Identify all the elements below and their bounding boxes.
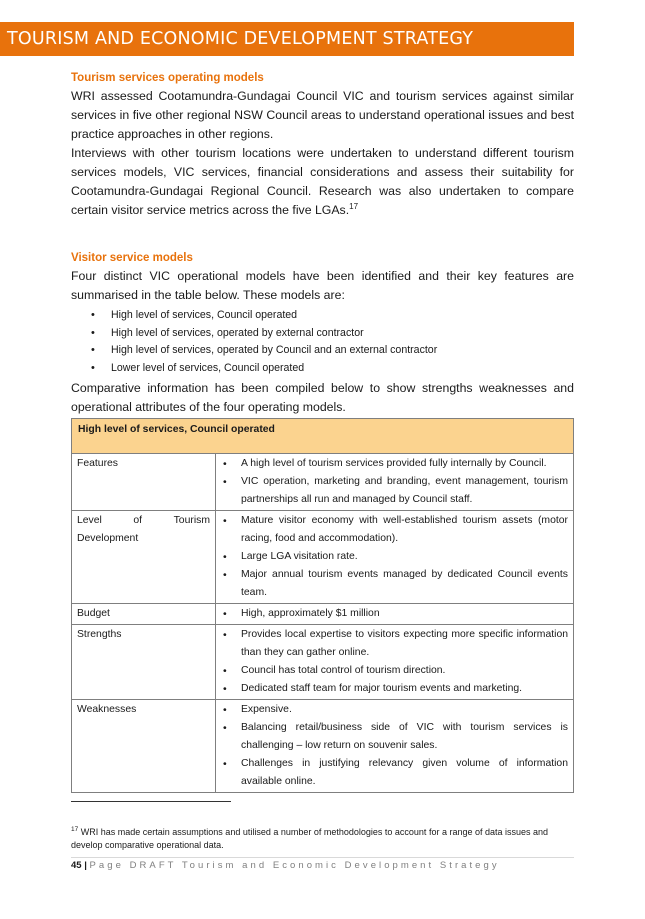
list-item: • Balancing retail/business side of VIC with tourism services is challenging – low return on souvenir sales. bbox=[216, 719, 568, 755]
operating-model-table bbox=[71, 418, 574, 793]
footnote-text: WRI has made certain assumptions and utilised a number of methodologies to account for a range of data issues and develop comparative operational data. bbox=[71, 827, 549, 850]
models-list bbox=[71, 307, 574, 377]
table-row bbox=[72, 700, 574, 793]
row-label: Strengths bbox=[72, 625, 216, 700]
row-label: Weaknesses bbox=[72, 700, 216, 793]
list-item: • Large LGA visitation rate. bbox=[216, 548, 568, 566]
row-label: Features bbox=[72, 454, 216, 511]
list-item: • VIC operation, marketing and branding, event management, tourism partnerships all run and managed by Council staff. bbox=[216, 473, 568, 509]
row-value bbox=[216, 454, 574, 511]
table-title: High level of services, Council operated bbox=[72, 419, 574, 454]
list-item: • Dedicated staff team for major tourism events and marketing. bbox=[216, 680, 568, 698]
list-item: • High, approximately $1 million bbox=[216, 605, 568, 623]
row-label bbox=[72, 511, 216, 604]
table-row bbox=[72, 511, 574, 604]
table-row bbox=[72, 454, 574, 511]
footnote-number: 17 bbox=[71, 826, 79, 833]
visitor-models-outro: Comparative information has been compiled below to show strengths weaknesses and operational attributes of the four operating models. bbox=[71, 381, 574, 414]
main-content bbox=[71, 70, 574, 417]
label-word: of bbox=[133, 515, 143, 526]
page-number: 45 bbox=[71, 860, 82, 871]
intro-paragraph-1: WRI assessed Cootamundra-Gundagai Council VIC and tourism services against similar services in five other regional NSW Council areas to understand operational issues and best practice approaches in other regions. bbox=[71, 89, 574, 141]
banner-title: TOURISM AND ECONOMIC DEVELOPMENT STRATEGY bbox=[7, 29, 474, 49]
footnote bbox=[71, 823, 571, 852]
section-heading-operating-models: Tourism services operating models bbox=[71, 72, 264, 84]
footer-divider bbox=[71, 857, 574, 858]
label-word: Development bbox=[77, 533, 139, 544]
list-item: • High level of services, operated by external contractor bbox=[71, 325, 574, 343]
list-item: • Major annual tourism events managed by dedicated Council events team. bbox=[216, 566, 568, 602]
row-value bbox=[216, 604, 574, 625]
footnote-reference: 17 bbox=[349, 201, 359, 211]
list-item: • Mature visitor economy with well-established tourism assets (motor racing, food and accommodation). bbox=[216, 512, 568, 548]
row-value bbox=[216, 511, 574, 604]
section-heading-visitor-models: Visitor service models bbox=[71, 252, 193, 264]
list-item: • Council has total control of tourism direction. bbox=[216, 662, 568, 680]
list-item: • Provides local expertise to visitors expecting more specific information than they can gather online. bbox=[216, 626, 568, 662]
row-label: Budget bbox=[72, 604, 216, 625]
list-item: • Expensive. bbox=[216, 701, 568, 719]
table-row bbox=[72, 625, 574, 700]
list-item: • A high level of tourism services provided fully internally by Council. bbox=[216, 455, 568, 473]
visitor-models-intro: Four distinct VIC operational models have been identified and their key features are summarised in the table below. These models are: bbox=[71, 269, 574, 302]
row-value bbox=[216, 700, 574, 793]
list-item: • Lower level of services, Council operated bbox=[71, 360, 574, 378]
page-banner bbox=[0, 22, 574, 56]
footnote-divider bbox=[71, 801, 231, 802]
list-item: • High level of services, Council operated bbox=[71, 307, 574, 325]
page-footer bbox=[71, 860, 500, 871]
label-word: Tourism bbox=[173, 515, 210, 526]
list-item: • Challenges in justifying relevancy given volume of information available online. bbox=[216, 755, 568, 791]
row-value bbox=[216, 625, 574, 700]
intro-paragraph-2-text: Interviews with other tourism locations were undertaken to understand different tourism services models, VIC services, financial considerations and assess their suitability for Cootamundra-Gundagai Regional Council. Research was also undertaken to compare certain visitor service metrics across the five LGAs. bbox=[71, 146, 574, 217]
footer-separator: | bbox=[84, 860, 87, 871]
intro-paragraph-2 bbox=[71, 144, 574, 220]
table-header-row bbox=[72, 419, 574, 454]
list-item: • High level of services, operated by Council and an external contractor bbox=[71, 342, 574, 360]
table-row bbox=[72, 604, 574, 625]
label-word: Level bbox=[77, 515, 102, 526]
footer-text: Page DRAFT Tourism and Economic Development Strategy bbox=[89, 860, 500, 871]
